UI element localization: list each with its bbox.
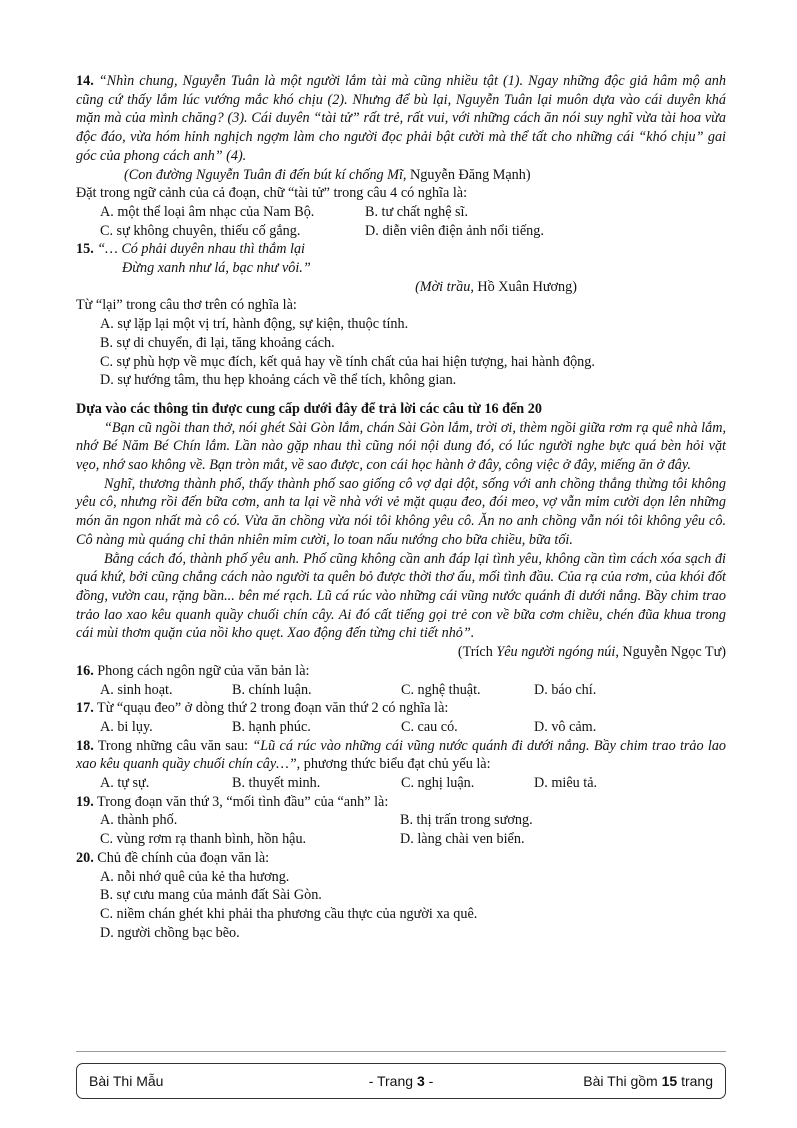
option-d[interactable]: D. làng chài ven biển. <box>400 831 525 848</box>
question-18-options <box>76 774 726 793</box>
question-16-prompt: 16. Phong cách ngôn ngữ của văn bản là: <box>76 662 310 679</box>
question-14-options <box>76 203 726 240</box>
option-d[interactable]: D. sự hướng tâm, thu hẹp khoảng cách về thể tích, không gian. <box>100 372 457 389</box>
option-b[interactable]: B. thị trấn trong sương. <box>400 812 533 829</box>
question-20-options <box>76 868 726 943</box>
total-page-count: 15 <box>661 1073 678 1089</box>
poem-source: (Mời trầu, Hồ Xuân Hương) <box>415 278 577 295</box>
poem-line: Đừng xanh như lá, bạc như vôi.” <box>122 260 311 277</box>
option-a[interactable]: A. sự lặp lại một vị trí, hành động, sự kiện, thuộc tính. <box>100 316 409 333</box>
exam-page <box>76 72 726 942</box>
spacer <box>76 390 726 400</box>
question-number: 16. <box>76 662 94 679</box>
question-17-prompt: 17. Từ “quạu đeo” ở dòng thứ 2 trong đoạn văn thứ 2 có nghĩa là: <box>76 700 449 717</box>
reading-source: (Trích Yêu người ngóng núi, Nguyễn Ngọc Tư) <box>457 644 726 661</box>
question-15-prompt: Từ “lại” trong câu thơ trên có nghĩa là: <box>76 297 297 314</box>
footer-page-indicator: - Trang 3 - <box>368 1073 434 1089</box>
question-number: 19. <box>76 793 94 810</box>
page-footer <box>76 1063 726 1099</box>
option-a[interactable]: A. một thể loại âm nhạc của Nam Bộ. <box>100 203 315 220</box>
question-number: 15. <box>76 241 94 258</box>
option-b[interactable]: B. sự di chuyển, đi lại, tăng khoảng cách. <box>100 334 335 351</box>
option-a[interactable]: A. sinh hoạt. <box>100 681 173 698</box>
question-number: 17. <box>76 700 94 717</box>
footer-exam-title: Bài Thi Mẫu <box>89 1073 164 1089</box>
option-c[interactable]: C. nghệ thuật. <box>401 681 481 698</box>
option-a[interactable]: A. tự sự. <box>100 775 150 792</box>
question-20-prompt: 20. Chủ đề chính của đoạn văn là: <box>76 849 270 866</box>
passage-text: “Nhìn chung, Nguyễn Tuân là một người lắm tài mà cũng nhiều tật (1). Ngay những độc giả hâm mộ anh cũng cứ thấy lắm lúc vướng mắc khó chịu (2). Nhưng để bù lại, Nguyễn Tuân lại muôn dựa vào cái duyên khá mặn mà của mình chăng? (3). Cái duyên “tài tử” rất trẻ, rất vui, với những cách ăn nói suy nghĩ vừa tài hoa vừa độc đáo, vừa hóm hỉnh nghịch ngợm làm cho người đọc phải bật cười mà thể tất cho những cái “khó chịu” gai góc của phong cách anh” (4). <box>76 73 726 164</box>
reading-paragraph-2: Nghĩ, thương thành phố, thấy thành phố sao giống cô vợ dại dột, sống với anh chồng thẳng thừng tôi không yêu cô, nhưng rồi đến bữa cơm, anh ta lại về nhà với vẻ mặt quạu đeo, đói meo, vợ vẫn mỉm cười dọn lên những món ăn ngon nhất mà cô có. Vừa ăn chồng vừa nói tôi không yêu cô. Ăn no anh chồng vẫn nói tôi không yêu cô. Cô nàng mù quáng chỉ thản nhiên mỉm cười, lo toan nấu nướng cho bữa chiều, bữa tối. <box>76 475 726 548</box>
option-a[interactable]: A. thành phố. <box>100 812 178 829</box>
option-c[interactable]: C. cau có. <box>401 718 458 735</box>
question-14-passage <box>76 72 726 166</box>
option-d[interactable]: D. miêu tả. <box>534 775 598 792</box>
option-b[interactable]: B. hạnh phúc. <box>232 718 311 735</box>
question-19-options <box>76 811 726 848</box>
question-number: 14. <box>76 73 94 89</box>
question-18-prompt: 18. Trong những câu văn sau: “Lũ cá rúc vào những cái vũng nước quánh đi dưới nắng. Bầy chim trao trảo lao xao kêu quanh quầy chuối chín cây…”, phương thức biểu đạt chủ yếu là: <box>76 737 727 773</box>
footer-divider <box>76 1051 726 1052</box>
question-19-prompt: 19. Trong đoạn văn thứ 3, “mối tình đầu” của “anh” là: <box>76 793 389 810</box>
footer-total-pages: Bài Thi gồm 15 trang <box>583 1073 713 1089</box>
option-b[interactable]: B. chính luận. <box>232 681 312 698</box>
option-d[interactable]: D. diễn viên điện ảnh nổi tiếng. <box>365 222 544 239</box>
section-heading: Dựa vào các thông tin được cung cấp dưới đây để trả lời các câu từ 16 đến 20 <box>76 400 542 417</box>
question-15-poem <box>76 240 726 277</box>
question-16-options <box>76 681 726 700</box>
question-14-prompt: Đặt trong ngữ cảnh của cả đoạn, chữ “tài tử” trong câu 4 có nghĩa là: <box>76 185 468 202</box>
current-page-number: 3 <box>416 1073 425 1089</box>
option-d[interactable]: D. vô cảm. <box>534 718 597 735</box>
option-d[interactable]: D. báo chí. <box>534 681 597 698</box>
option-c[interactable]: C. vùng rơm rạ thanh bình, hồn hậu. <box>100 831 307 848</box>
option-c[interactable]: C. nghị luận. <box>401 775 475 792</box>
option-a[interactable]: A. nỗi nhớ quê của kẻ tha hương. <box>100 868 290 885</box>
question-15-options <box>76 315 726 390</box>
option-a[interactable]: A. bi lụy. <box>100 718 153 735</box>
option-b[interactable]: B. thuyết minh. <box>232 775 321 792</box>
question-number: 18. <box>76 737 94 754</box>
option-c[interactable]: C. sự phù hợp về mục đích, kết quả hay về tính chất của hai hiện tượng, hai hành động. <box>100 353 595 370</box>
option-c[interactable]: C. sự không chuyên, thiếu cố gắng. <box>100 222 301 239</box>
question-17-options <box>76 718 726 737</box>
reading-paragraph-3: Bằng cách đó, thành phố yêu anh. Phố cũng không cần anh đáp lại tình yêu, không cần tìm cách xóa sạch đi quá khứ, bởi cũng chẳng cách nào người ta quên bỏ được thời thơ ấu, mối tình đầu. Của rạ của rơm, của khói đốt đồng, vườn cau, rặng bần... bên mé rạch. Lũ cá rúc vào những cái vũng nước quánh đi dưới nắng. Bầy chim trao trảo lao xao kêu quanh quầy chuối chín cây. Ai đó cất tiếng gọi trẻ con về bữa cơm chiều, chén đũa khua trong cái mùi thơm quặn của nồi kho quẹt. Xao động đến từng chi tiết nhỏ”. <box>76 550 726 642</box>
option-d[interactable]: D. người chồng bạc bẽo. <box>100 924 240 941</box>
option-b[interactable]: B. tư chất nghệ sĩ. <box>365 203 469 220</box>
passage-source: (Con đường Nguyễn Tuân đi đến bút kí chống Mĩ, Nguyễn Đăng Mạnh) <box>124 166 531 183</box>
poem-line: “… Có phải duyên nhau thì thắm lại <box>97 241 305 258</box>
reading-paragraph-1: “Bạn cũ ngồi than thở, nói ghét Sài Gòn lắm, chán Sài Gòn lắm, trời ơi, thèm ngồi giữa rơm rạ quê nhà lắm, nhớ Bé Năm Bé Chín lắm. Lần nào gặp nhau thì cũng nói nội dung đó, có lúc người nghe bực quá bèn hỏi vặt vẹo, nhớ sao không về. Bạn tròn mắt, về sao được, con cái học hành ở đây, công việc ở đây, miếng ăn ở đây. <box>76 419 726 474</box>
question-number: 20. <box>76 849 94 866</box>
option-b[interactable]: B. sự cưu mang của mảnh đất Sài Gòn. <box>100 887 322 904</box>
option-c[interactable]: C. niềm chán ghét khi phải tha phương cầu thực của người xa quê. <box>100 905 478 922</box>
